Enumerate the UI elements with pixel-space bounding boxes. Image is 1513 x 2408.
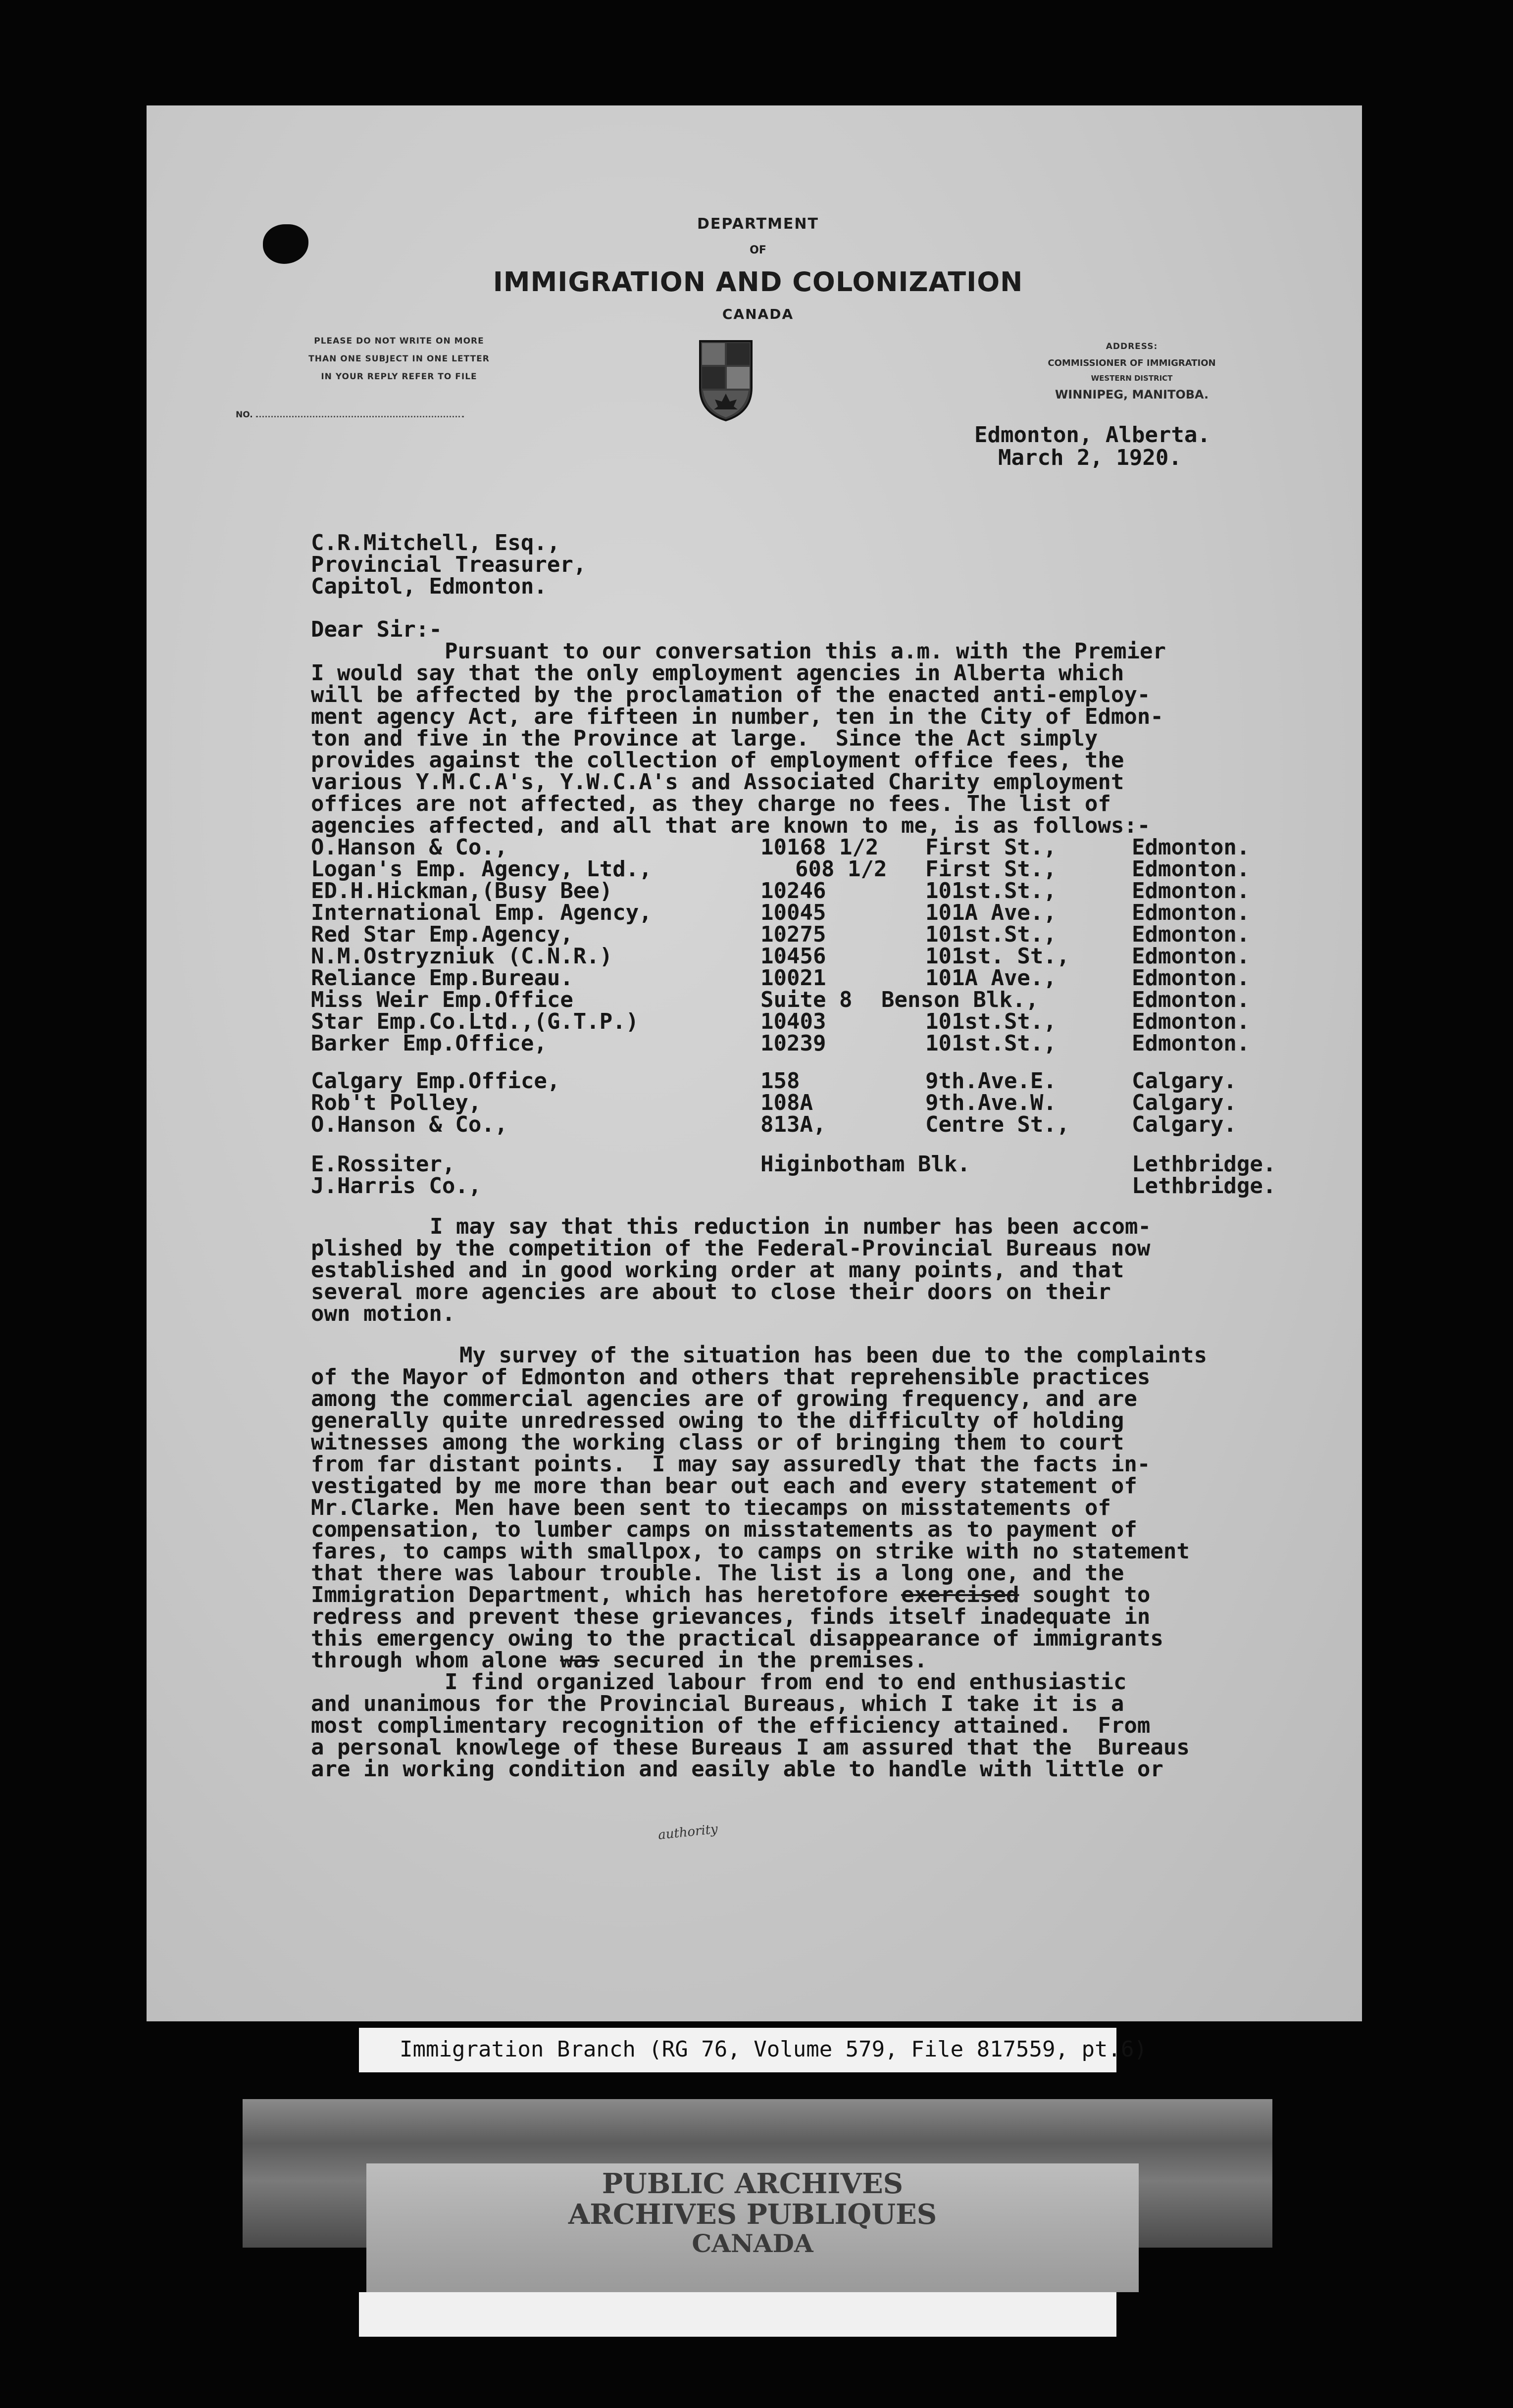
- canada-coat-of-arms-icon: [696, 338, 756, 422]
- para3-line: vestigated by me more than bear out each and every statement of: [311, 1473, 1137, 1499]
- agency-name: Miss Weir Emp.Office: [311, 987, 573, 1012]
- para1-line: provides against the collection of employment office fees, the: [311, 748, 1124, 773]
- agency-name: ED.H.Hickman,(Busy Bee): [311, 878, 613, 903]
- letterhead-country: CANADA: [722, 306, 794, 322]
- agency-city: Edmonton.: [1132, 965, 1250, 991]
- return-address: [978, 338, 1285, 404]
- agency-number: 10403: [760, 1009, 826, 1034]
- agency-street: 101A Ave.,: [925, 965, 1057, 991]
- para3-text: sought to: [1019, 1582, 1151, 1607]
- para2-line: established and in good working order at many points, and that: [311, 1257, 1124, 1283]
- agency-street: 101st.St.,: [925, 1009, 1057, 1034]
- agency-name: Red Star Emp.Agency,: [311, 922, 573, 947]
- agency-number: 813A,: [760, 1112, 826, 1137]
- para4-line: a personal knowlege of these Bureaus I am assured that the Bureaus: [311, 1735, 1190, 1760]
- para1-line: offices are not affected, as they charge no fees. The list of: [311, 791, 1111, 816]
- place: Edmonton, Alberta.: [974, 422, 1210, 448]
- agency-city: Calgary.: [1132, 1090, 1237, 1115]
- para3-line: this emergency owing to the practical disappearance of immigrants: [311, 1626, 1163, 1651]
- agency-city: Edmonton.: [1132, 944, 1250, 969]
- agency-name: Barker Emp.Office,: [311, 1031, 547, 1056]
- letter-page: [147, 105, 1362, 2021]
- agency-city: Edmonton.: [1132, 900, 1250, 925]
- para3-text: through whom alone: [311, 1648, 560, 1673]
- agency-city: Lethbridge.: [1132, 1152, 1276, 1177]
- para3-line: of the Mayor of Edmonton and others that reprehensible practices: [311, 1364, 1151, 1390]
- agency-number: 10021: [760, 965, 826, 991]
- handwritten-insertion: authority: [657, 1821, 719, 1843]
- agency-name: O.Hanson & Co.,: [311, 1112, 508, 1137]
- file-note-line: IN YOUR REPLY REFER TO FILE: [321, 372, 477, 382]
- para3-line: among the commercial agencies are of growing frequency, and are: [311, 1386, 1137, 1411]
- agency-city: Edmonton.: [1132, 835, 1250, 860]
- para2-line: several more agencies are about to close their doors on their: [311, 1279, 1111, 1304]
- para1-line: Pursuant to our conversation this a.m. with the Premier: [445, 639, 1166, 664]
- para2-line: plished by the competition of the Federal-Provincial Bureaus now: [311, 1236, 1151, 1261]
- para1-line: ton and five in the Province at large. Since the Act simply: [311, 726, 1098, 751]
- agency-name: International Emp. Agency,: [311, 900, 652, 925]
- para4-line: most complimentary recognition of the efficiency attained. From: [311, 1713, 1151, 1738]
- address-line: WESTERN DISTRICT: [1091, 374, 1173, 383]
- para4-line: and unanimous for the Provincial Bureaus, which I take it is a: [311, 1691, 1124, 1716]
- file-note-line: PLEASE DO NOT WRITE ON MORE: [314, 336, 484, 346]
- agency-street: Benson Blk.,: [881, 987, 1039, 1012]
- para3-line: fares, to camps with smallpox, to camps on strike with no statement: [311, 1539, 1190, 1564]
- agency-name: Logan's Emp. Agency, Ltd.,: [311, 856, 652, 882]
- agency-number: 10239: [760, 1031, 826, 1056]
- para1-line: various Y.M.C.A's, Y.W.C.A's and Associated Charity employment: [311, 769, 1124, 795]
- agency-street: 9th.Ave.E.: [925, 1068, 1057, 1094]
- stamp-line: ARCHIVES PUBLIQUES: [568, 2198, 937, 2231]
- stamp-line: PUBLIC ARCHIVES: [602, 2167, 904, 2200]
- archives-stamp: [366, 2163, 1139, 2292]
- agency-name: J.Harris Co.,: [311, 1173, 482, 1199]
- date: March 2, 1920.: [998, 445, 1182, 470]
- para2-line: I may say that this reduction in number has been accom-: [430, 1214, 1151, 1239]
- agency-name: Rob't Polley,: [311, 1090, 482, 1115]
- para2-line: own motion.: [311, 1301, 455, 1326]
- agency-number: Suite 8: [760, 987, 853, 1012]
- address-label: ADDRESS:: [1106, 342, 1158, 351]
- agency-street: 101st. St.,: [925, 944, 1070, 969]
- recipient-line: C.R.Mitchell, Esq.,: [311, 530, 560, 555]
- para3-line: generally quite unredressed owing to the difficulty of holding: [311, 1408, 1124, 1433]
- agency-number: 608 1/2: [795, 856, 887, 882]
- agency-name: N.M.Ostryzniuk (C.N.R.): [311, 944, 613, 969]
- para3-line: witnesses among the working class or of bringing them to court: [311, 1430, 1124, 1455]
- agency-city: Edmonton.: [1132, 1009, 1250, 1034]
- agency-name: E.Rossiter,: [311, 1152, 455, 1177]
- letterhead-of: OF: [750, 244, 766, 256]
- agency-number: 108A: [760, 1090, 813, 1115]
- agency-number: 10045: [760, 900, 826, 925]
- para4-line: I find organized labour from end to end enthusiastic: [445, 1669, 1127, 1695]
- para3-line: redress and prevent these grievances, finds itself inadequate in: [311, 1604, 1151, 1629]
- agency-street: 9th.Ave.W.: [925, 1090, 1057, 1115]
- file-number-label: NO.: [236, 410, 253, 420]
- agency-street: First St.,: [925, 835, 1057, 860]
- stamp-line: CANADA: [692, 2229, 813, 2258]
- para3-text: Immigration Department, which has heretofore: [311, 1582, 902, 1607]
- file-note: [211, 332, 587, 386]
- agency-city: Lethbridge.: [1132, 1173, 1276, 1199]
- para3-line: from far distant points. I may say assuredly that the facts in-: [311, 1452, 1151, 1477]
- letterhead-name: IMMIGRATION AND COLONIZATION: [493, 266, 1023, 298]
- address-line: WINNIPEG, MANITOBA.: [1055, 388, 1209, 401]
- file-number: [236, 410, 464, 420]
- agency-number: Higinbotham Blk.: [760, 1152, 970, 1177]
- para4-line: are in working condition and easily able to handle with little or: [311, 1756, 1163, 1782]
- agency-number: 10246: [760, 878, 826, 903]
- agency-city: Edmonton.: [1132, 987, 1250, 1012]
- struck-word: was: [560, 1648, 600, 1673]
- agency-street: 101A Ave.,: [925, 900, 1057, 925]
- archive-label-text: Immigration Branch (RG 76, Volume 579, File 817559, pt.6): [400, 2037, 1147, 2062]
- agency-city: Calgary.: [1132, 1112, 1237, 1137]
- para3-line: compensation, to lumber camps on misstatements as to payment of: [311, 1517, 1137, 1542]
- file-number-blank: [256, 416, 464, 417]
- letterhead-department: DEPARTMENT: [697, 215, 819, 233]
- file-note-line: THAN ONE SUBJECT IN ONE LETTER: [308, 354, 490, 364]
- agency-city: Edmonton.: [1132, 856, 1250, 882]
- agency-street: 101st.St.,: [925, 1031, 1057, 1056]
- para1-line: ment agency Act, are fifteen in number, ten in the City of Edmon-: [311, 704, 1163, 729]
- agency-name: Reliance Emp.Bureau.: [311, 965, 573, 991]
- para3-line: My survey of the situation has been due to the complaints: [459, 1343, 1207, 1368]
- salutation: Dear Sir:-: [311, 617, 442, 642]
- agency-name: Calgary Emp.Office,: [311, 1068, 560, 1094]
- agency-street: Centre St.,: [925, 1112, 1070, 1137]
- agency-street: 101st.St.,: [925, 878, 1057, 903]
- para1-line: will be affected by the proclamation of the enacted anti-employ-: [311, 682, 1151, 707]
- agency-street: 101st.St.,: [925, 922, 1057, 947]
- para3-line: Mr.Clarke. Men have been sent to tiecamps on misstatements of: [311, 1495, 1111, 1520]
- agency-number: 158: [760, 1068, 800, 1094]
- agency-number: 10275: [760, 922, 826, 947]
- struck-word: exercised: [901, 1582, 1019, 1607]
- agency-name: O.Hanson & Co.,: [311, 835, 508, 860]
- agency-city: Edmonton.: [1132, 922, 1250, 947]
- para1-line: I would say that the only employment agencies in Alberta which: [311, 660, 1124, 686]
- para3-line: that there was labour trouble. The list is a long one, and the: [311, 1560, 1124, 1586]
- para3-text: secured in the premises.: [599, 1648, 928, 1673]
- archive-label: [359, 2028, 1147, 2072]
- recipient-line: Provincial Treasurer,: [311, 552, 587, 577]
- bottom-label-strip: [359, 2292, 1116, 2337]
- agency-street: First St.,: [925, 856, 1057, 882]
- agency-city: Edmonton.: [1132, 878, 1250, 903]
- agency-city: Edmonton.: [1132, 1031, 1250, 1056]
- punch-hole: [263, 224, 308, 264]
- agency-number: 10456: [760, 944, 826, 969]
- recipient-line: Capitol, Edmonton.: [311, 574, 547, 599]
- agency-city: Calgary.: [1132, 1068, 1237, 1094]
- address-line: COMMISSIONER OF IMMIGRATION: [1048, 358, 1216, 368]
- para1-line: agencies affected, and all that are known to me, is as follows:-: [311, 813, 1151, 838]
- agency-name: Star Emp.Co.Ltd.,(G.T.P.): [311, 1009, 639, 1034]
- agency-number: 10168 1/2: [760, 835, 879, 860]
